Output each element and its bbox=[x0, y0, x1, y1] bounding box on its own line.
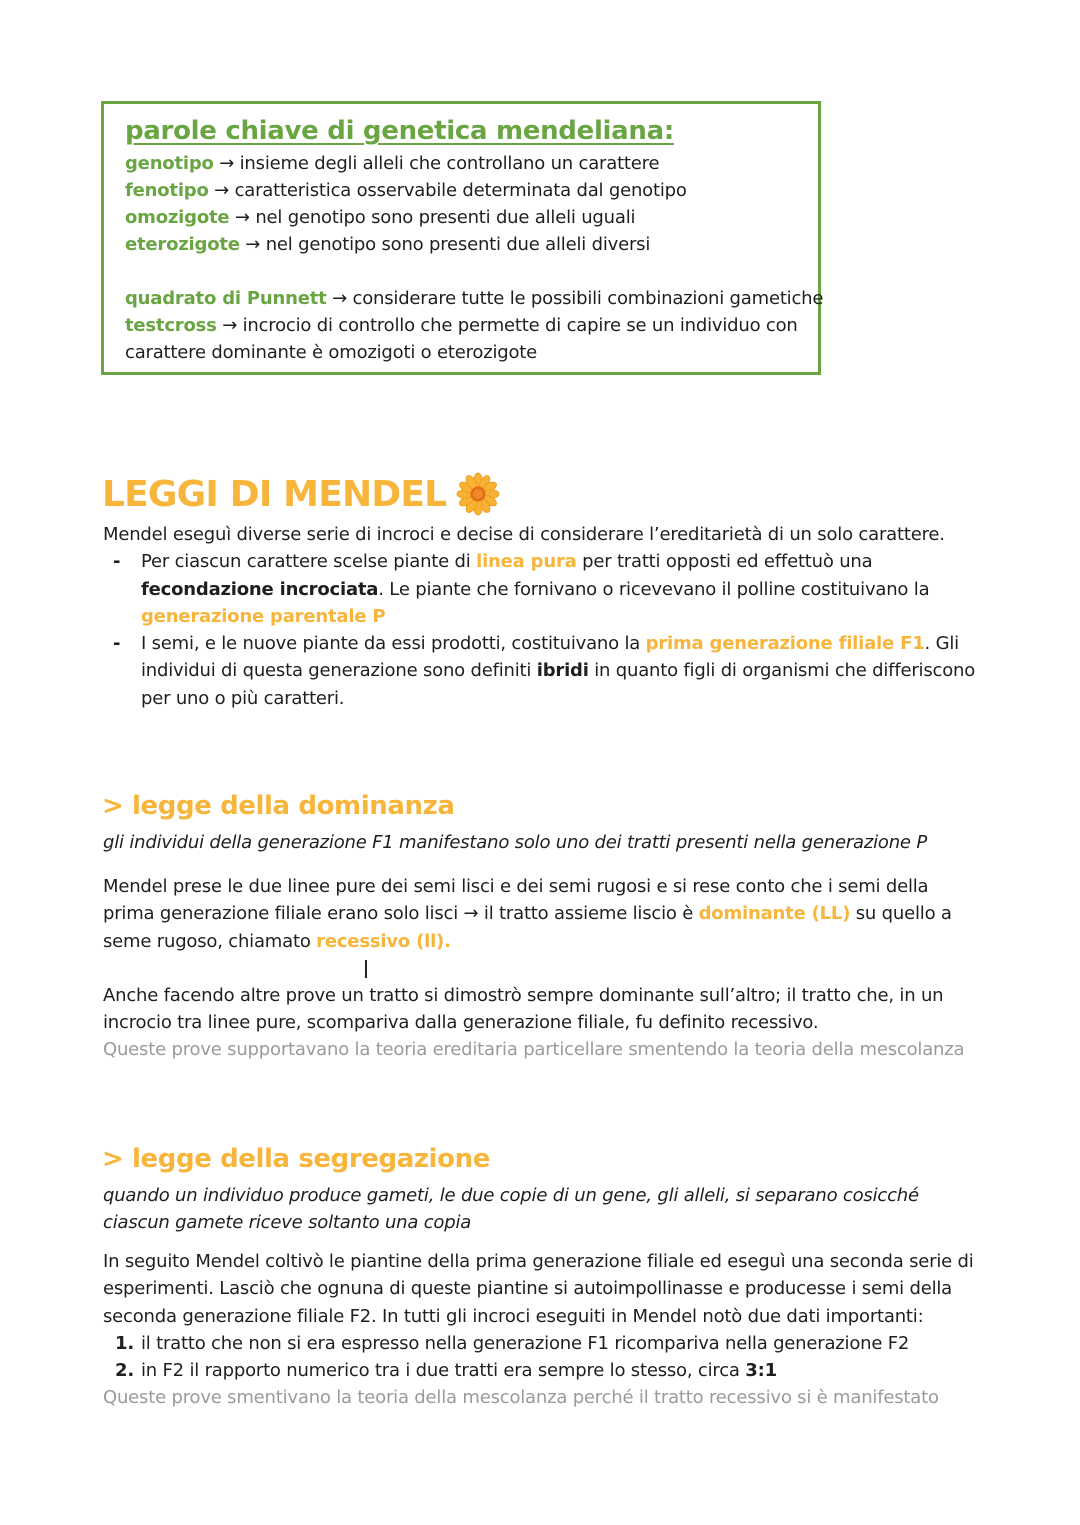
keyword-item bbox=[125, 312, 798, 366]
text-run: in F2 il rapporto numerico tra i due tratti era sempre lo stesso, circa bbox=[141, 1360, 746, 1382]
dominanza-paragraph bbox=[103, 873, 983, 955]
bold-ratio: 3:1 bbox=[745, 1360, 777, 1382]
keywords-title: parole chiave di genetica mendeliana: bbox=[125, 116, 674, 146]
bullet-dash: - bbox=[113, 633, 121, 655]
keyword-term: fenotipo bbox=[125, 180, 209, 201]
keyword-term: omozigote bbox=[125, 207, 230, 228]
list-number: 2. bbox=[115, 1360, 134, 1382]
text-run: . bbox=[444, 930, 451, 952]
keyword-item bbox=[125, 231, 798, 258]
page-title bbox=[102, 472, 500, 516]
list-item bbox=[103, 630, 983, 712]
keyword-definition: → incrocio di controllo che permette di capire se un individuo con carattere dominante è omozigoti o eterozigote bbox=[125, 315, 798, 363]
keyword-definition: → insieme degli alleli che controllano un carattere bbox=[213, 153, 660, 174]
segregazione-note: Queste prove smentivano la teoria della mescolanza perché il tratto recessivo si è manifestato bbox=[103, 1387, 939, 1409]
highlight-f1: prima generazione filiale F1 bbox=[645, 633, 925, 655]
keyword-term: genotipo bbox=[125, 153, 214, 174]
segregazione-numbered-list bbox=[103, 1330, 983, 1385]
keyword-definition: → caratteristica osservabile determinata dal genotipo bbox=[208, 180, 687, 201]
bold-ibridi: ibridi bbox=[536, 660, 589, 682]
bold-fecondazione: fecondazione incrociata bbox=[141, 578, 379, 600]
text-run: il tratto che non si era espresso nella generazione F1 ricompariva nella generazione F2 bbox=[141, 1332, 910, 1354]
text-cursor bbox=[365, 960, 367, 978]
text-run: su quello a seme rugoso, chiamato bbox=[103, 903, 952, 952]
text-run: Per ciascun carattere scelse piante di bbox=[141, 551, 477, 573]
keyword-definition: → nel genotipo sono presenti due alleli uguali bbox=[229, 207, 636, 228]
dominanza-heading: > legge della dominanza bbox=[102, 791, 455, 821]
keyword-item bbox=[125, 150, 798, 177]
list-item bbox=[103, 1357, 983, 1384]
text-run: per tratti opposti ed effettuò una bbox=[576, 551, 873, 573]
dominanza-definition: gli individui della generazione F1 manifestano solo uno dei tratti presenti nella generazione P bbox=[103, 832, 927, 853]
list-item bbox=[103, 548, 983, 630]
keyword-term: quadrato di Punnett bbox=[125, 288, 327, 309]
mendel-intro: Mendel eseguì diverse serie di incroci e decise di considerare l’ereditarietà di un solo carattere. bbox=[103, 524, 945, 545]
list-item bbox=[103, 1330, 983, 1357]
highlight-generazione-parentale: generazione parentale P bbox=[141, 605, 386, 627]
highlight-dominante: dominante (LL) bbox=[698, 903, 851, 925]
spacer bbox=[125, 258, 798, 285]
keyword-item bbox=[125, 177, 798, 204]
text-run: I semi, e le nuove piante da essi prodotti, costituivano la bbox=[141, 633, 646, 655]
keyword-item bbox=[125, 204, 798, 231]
text-run: . Gli individui di questa generazione sono definiti bbox=[141, 633, 959, 682]
keyword-item bbox=[125, 285, 824, 312]
text-run: in quanto figli di organismi che differiscono per uno o più caratteri. bbox=[141, 660, 976, 709]
page-title-text: LEGGI DI MENDEL bbox=[102, 473, 447, 515]
highlight-linea-pura: linea pura bbox=[476, 551, 577, 573]
dominanza-paragraph-2: Anche facendo altre prove un tratto si dimostrò sempre dominante sull’altro; il tratto che, in un incrocio tra linee pure, scompariva dalla generazione filiale, fu definito recessivo. bbox=[103, 985, 944, 1034]
highlight-recessivo: recessivo (ll) bbox=[316, 930, 445, 952]
mendel-bullet-list bbox=[103, 548, 983, 712]
keyword-term: eterozigote bbox=[125, 234, 240, 255]
segregazione-section bbox=[103, 1248, 983, 1412]
text-run: . Le piante che fornivano o ricevevano il polline costituivano la bbox=[378, 578, 930, 600]
keyword-definition: → considerare tutte le possibili combinazioni gametiche bbox=[326, 288, 824, 309]
segregazione-heading: > legge della segregazione bbox=[102, 1144, 490, 1174]
segregazione-paragraph: In seguito Mendel coltivò le piantine della prima generazione filiale ed eseguì una seconda serie di esperimenti. Lasciò che ognuna di queste piantine si autoimpollinasse e producesse i semi della seconda generazione filiale F2. In tutti gli incroci eseguiti in Mendel notò due dati importanti: bbox=[103, 1251, 974, 1327]
text-run: Mendel prese le due linee pure dei semi lisci e dei semi rugosi e si rese conto che i semi della prima generazione filiale erano solo lisci → il tratto assieme liscio è bbox=[103, 876, 929, 925]
keywords-box bbox=[101, 101, 824, 375]
keyword-term: testcross bbox=[125, 315, 217, 336]
bullet-dash: - bbox=[113, 551, 121, 573]
keyword-definition: → nel genotipo sono presenti due alleli diversi bbox=[239, 234, 651, 255]
segregazione-definition: quando un individuo produce gameti, le due copie di un gene, gli alleli, si separano cosicché ciascun gamete riceve soltanto una copia bbox=[103, 1185, 919, 1234]
mendel-intro-section bbox=[103, 521, 983, 712]
list-number: 1. bbox=[115, 1332, 134, 1354]
dominanza-note: Queste prove supportavano la teoria ereditaria particellare smentendo la teoria della mescolanza bbox=[103, 1039, 965, 1060]
flower-icon bbox=[456, 472, 500, 516]
